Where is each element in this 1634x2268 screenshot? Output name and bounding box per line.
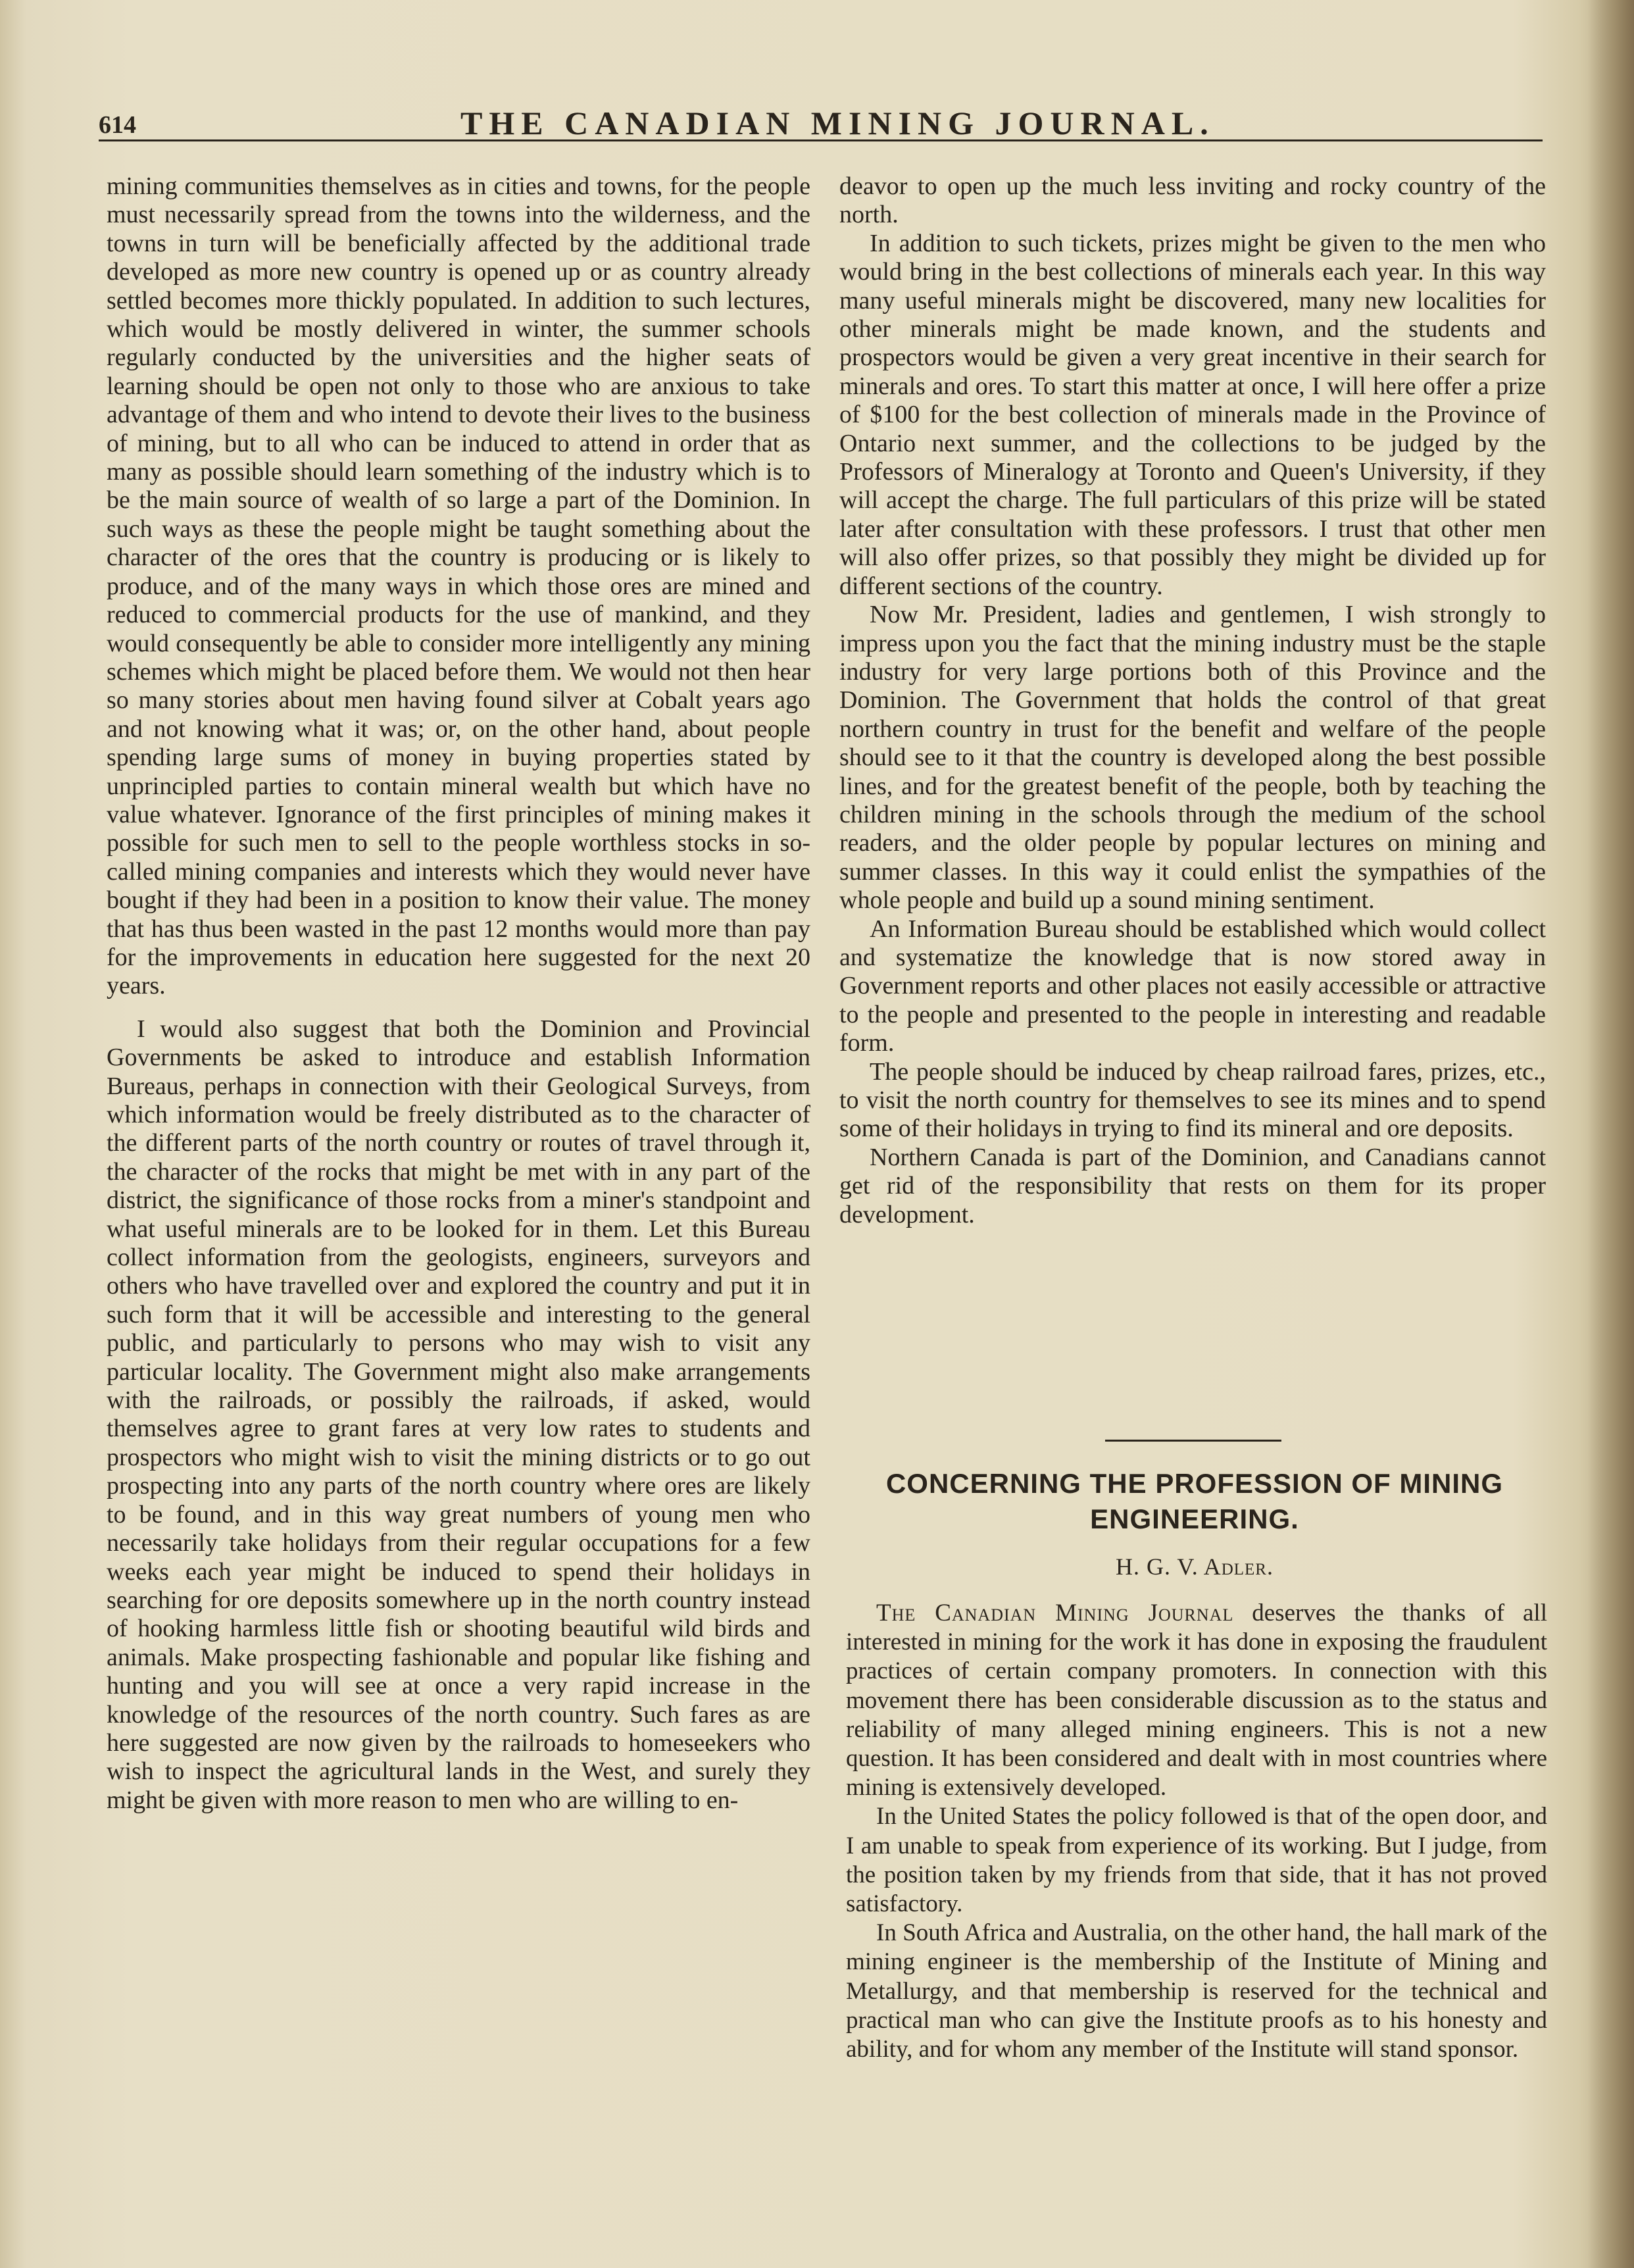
page-spine-shadow: [1588, 0, 1634, 2268]
left-paragraph-1: mining communities themselves as in cities and towns, for the people must necessarily spread from the towns into the wilderness, and the towns in turn will be beneficially affected by the additional trade developed as more new country is opened up or as country already settled becomes more thickly populated. In addition to such lectures, which would be mostly delivered in winter, the summer schools regularly conducted by the universities and the higher seats of learning should be open not only to those who are anxious to take advantage of them and who intend to devote their lives to the business of mining, but to all who can be induced to attend in order that as many as possible should learn something of the industry which is to be the main source of wealth of so large a part of the Dominion. In such ways as these the people might be taught something about the character of the ores that the country is producing or is likely to produce, and of the many ways in which those ores are mined and reduced to commercial products for the use of mankind, and they would consequently be able to consider more intelligently any mining schemes which might be placed before them. We would not then hear so many stories about men having found silver at Cobalt years ago and not knowing what it was; or, on the other hand, about people spending large sums of money in buying properties stated by unprincipled parties to contain mineral wealth but which have no value whatever. Ignorance of the first principles of mining makes it possible for such men to sell to the people worthless stocks in so-called mining companies and interests which they would never have bought if they had been in a position to know their value. The money that has thus been wasted in the past 12 months would more than pay for the improvements in education here suggested for the next 20 years.: [107, 172, 810, 1000]
article-paragraph-2: In the United States the policy followed is that of the open door, and I am unable to speak from experience of its working. But I judge, from the position taken by my friends from that side, that it has not proved satisfactory.: [846, 1803, 1547, 1918]
journal-title: THE CANADIAN MINING JOURNAL.: [460, 105, 1215, 141]
article-title: CONCERNING THE PROFESSION OF MINING ENGINEERING.: [885, 1468, 1504, 1534]
header-rule: [99, 139, 1543, 141]
right-paragraph-6: Northern Canada is part of the Dominion, and Canadians cannot get rid of the responsibility that rests on them for its proper development.: [839, 1143, 1546, 1228]
right-column: [839, 172, 1546, 1229]
right-paragraph-3: Now Mr. President, ladies and gentlemen, I wish strongly to impress upon you the fact that the mining industry must be the staple industry for very large portions both of this Province and the Dominion. The Government that holds the control of that great northern country in trust for the benefit and welfare of the people should see to it that the country is developed along the best possible lines, and for the greatest benefit of the people, both by teaching the children mining in the schools through the medium of the school readers, and the older people by popular lectures on mining and summer classes. In this way it could enlist the sympathies of the whole people and build up a sound mining sentiment.: [839, 601, 1546, 915]
article-lead-journal-name: The Canadian Mining Journal: [876, 1600, 1234, 1626]
article-paragraph-1-text: deserves the thanks of all interested in mining for the work it has done in exposing the fraudulent practices of certain company promoters. In connection with this movement there has been considerable discussion as to the status and reliability of many alleged mining engineers. This is not a new question. It has been considered and dealt with in most countries where mining is extensively developed.: [846, 1600, 1547, 1802]
page-number: 614: [99, 111, 136, 139]
left-paragraph-2: I would also suggest that both the Dominion and Provincial Governments be asked to introduce and establish Information Bureaus, perhaps in connection with their Geological Surveys, from which information would be freely distributed as to the character of the different parts of the north country or routes of travel through it, the character of the rocks that might be met with in any part of the district, the significance of those rocks from a miner's standpoint and what useful minerals are to be looked for in them. Let this Bureau collect information from the geologists, engineers, surveyors and others who have travelled over and explored the country and put it in such form that it will be accessible and interesting to the general public, and particularly to persons who may wish to visit any particular locality. The Government might also make arrangements with the railroads, or possibly the railroads, if asked, would themselves agree to grant fares at very low rates to students and prospectors who might wish to visit the mining districts or to go out prospecting into any parts of the north country where ores are likely to be found, and in this way great numbers of young men who necessarily take holidays from their regular occupations for a few weeks each year might be induced to spend their holidays in searching for ore deposits somewhere up in the north country instead of hooking harmless little fish or shooting beautiful wild birds and animals. Make prospecting fashionable and popular like fishing and hunting and you will see at once a very rapid increase in the knowledge of the resources of the north country. Such fares as are here suggested are now given by the railroads to homeseekers who wish to inspect the agricultural lands in the West, and surely they might be given with more reason to men who are willing to en-: [107, 1015, 810, 1814]
right-paragraph-4: An Information Bureau should be established which would collect and systematize the knowledge that is now stored away in Government reports and other places not easily accessible or attractive to the people and presented to the people in interesting and readable form.: [839, 915, 1546, 1057]
right-paragraph-5: The people should be induced by cheap railroad fares, prizes, etc., to visit the north country for themselves to see its mines and to spend some of their holidays in trying to find its mineral and ore deposits.: [839, 1057, 1546, 1143]
page-header: [99, 99, 1539, 145]
article-paragraph-3: In South Africa and Australia, on the other hand, the hall mark of the mining engineer is the membership of the Institute of Mining and Metallurgy, and that membership is reserved for the technical and practical man who can give the Institute proofs as to his honesty and ability, and for whom any member of the Institute will stand sponsor.: [846, 1919, 1547, 2063]
section-divider: [1105, 1440, 1281, 1442]
article-byline: H. G. V. Adler.: [1116, 1553, 1274, 1580]
left-column: [107, 172, 810, 1815]
article-body: [846, 1599, 1547, 2064]
article-paragraph-1: [846, 1599, 1547, 1802]
right-paragraph-2: In addition to such tickets, prizes might be given to the men who would bring in the best collections of minerals each year. In this way many useful minerals might be discovered, many new localities for other minerals might be made known, and the students and prospectors would be given a very great incentive in their search for minerals and ores. To start this matter at once, I will here offer a prize of $100 for the best collection of minerals made in the Province of Ontario next summer, and the collections to be judged by the Professors of Mineralogy at Toronto and Queen's University, if they will accept the charge. The full particulars of this prize will be stated later after consultation with these professors. I trust that other men will also offer prizes, so that possibly they might be divided up for different sections of the country.: [839, 229, 1546, 600]
right-paragraph-1: deavor to open up the much less inviting and rocky country of the north.: [839, 172, 1546, 229]
